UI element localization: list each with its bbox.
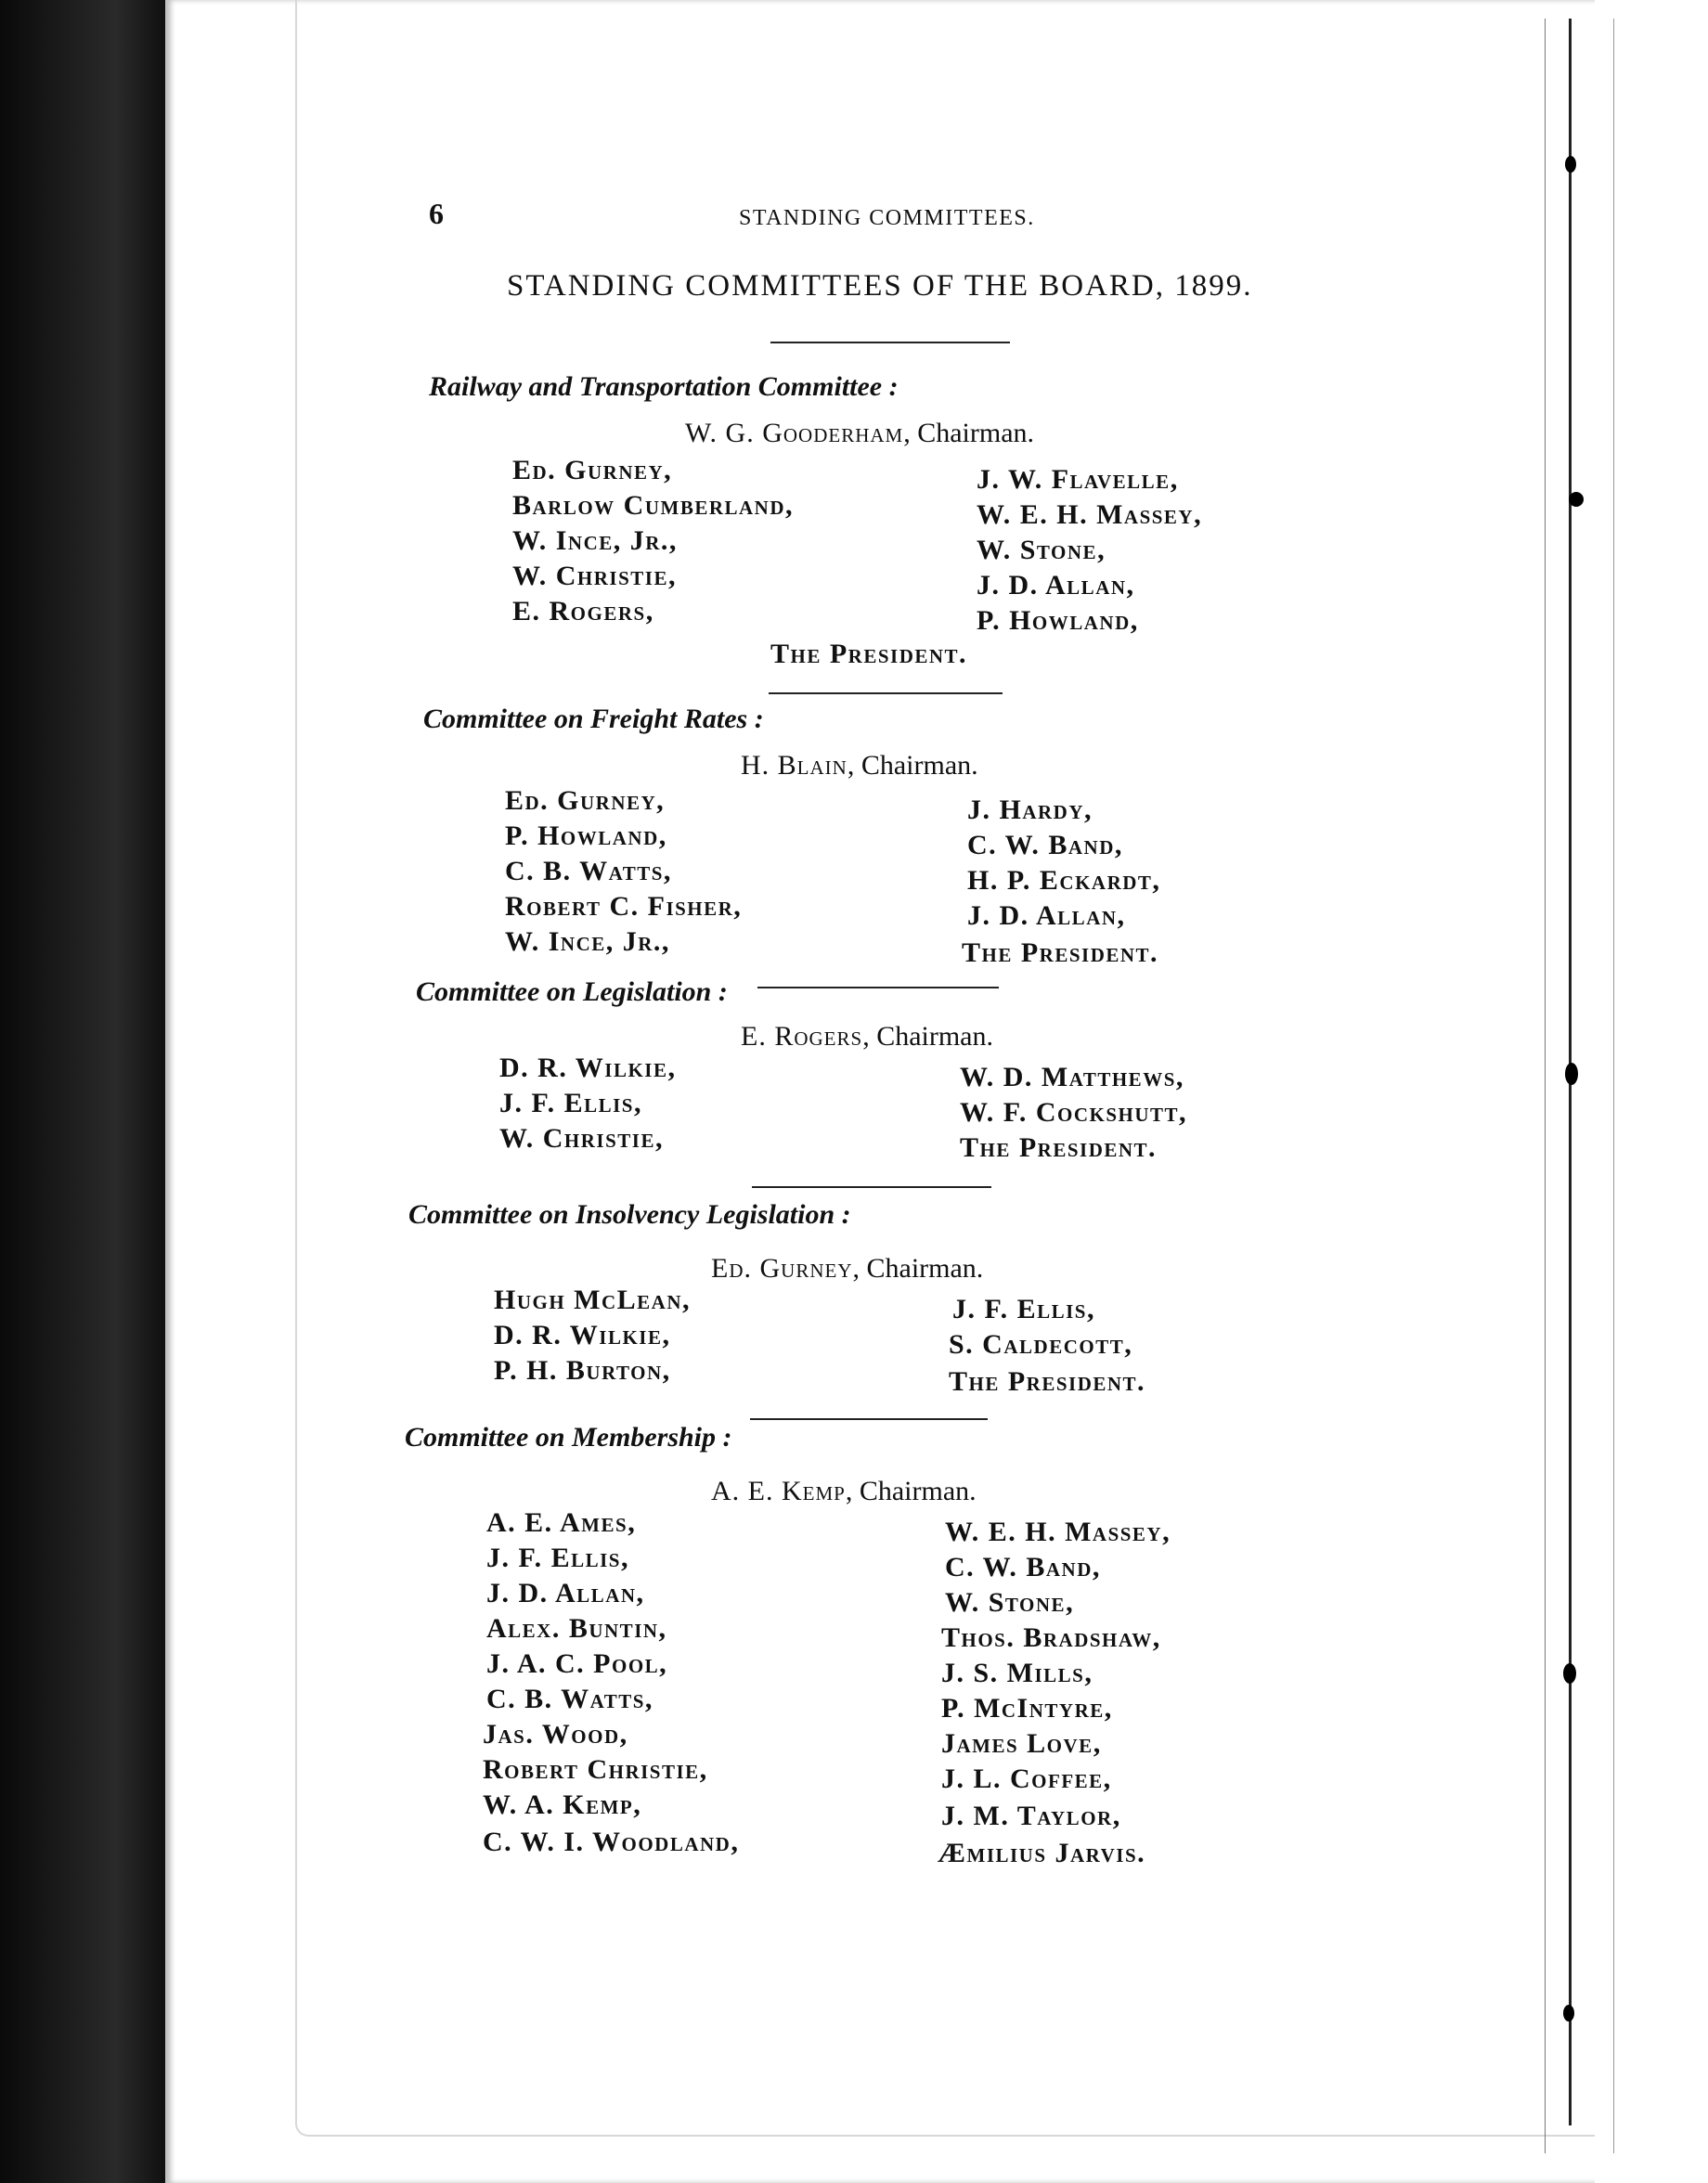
chairman-line: [741, 750, 978, 781]
member-name: Jas. Wood,: [483, 1719, 628, 1750]
chairman-suffix: , Chairman.: [847, 750, 978, 781]
member-name: C. W. I. Woodland,: [483, 1827, 740, 1857]
member-name: W. D. Matthews,: [960, 1062, 1184, 1092]
member-name: W. E. H. Massey,: [945, 1517, 1171, 1547]
document-page: [165, 0, 1595, 2183]
section-rule: [752, 1186, 991, 1188]
member-name: W. F. Cockshutt,: [960, 1097, 1188, 1128]
member-name: J. M. Taylor,: [941, 1801, 1121, 1831]
member-name: W. Christie,: [499, 1123, 664, 1154]
member-name: P. McIntyre,: [941, 1693, 1113, 1724]
scan-mark: [1565, 156, 1576, 173]
member-name-president: The President.: [770, 639, 968, 669]
chairman-line: [685, 418, 1034, 449]
scan-mark: [1565, 1063, 1578, 1085]
scan-mark: [1563, 1663, 1576, 1684]
member-name: Alex. Buntin,: [486, 1613, 667, 1644]
chairman-name: H. Blain: [741, 750, 848, 781]
chairman-suffix: , Chairman.: [852, 1253, 984, 1284]
scan-left-margin: [0, 0, 165, 2183]
member-name: H. P. Eckardt,: [967, 865, 1161, 896]
chairman-suffix: , Chairman.: [862, 1021, 993, 1052]
member-name: J. A. C. Pool,: [486, 1648, 668, 1679]
member-name: Ed. Gurney,: [512, 455, 673, 485]
chairman-name: W. G. Gooderham: [685, 418, 904, 448]
page-fold-line: [1545, 19, 1546, 2153]
member-name: Robert Christie,: [483, 1754, 708, 1785]
member-name: C. W. Band,: [945, 1552, 1101, 1582]
member-name: Thos. Bradshaw,: [941, 1622, 1161, 1653]
section-rule: [757, 987, 999, 988]
section-rule: [769, 692, 1003, 694]
member-name: A. E. Ames,: [486, 1507, 637, 1538]
chairman-name: E. Rogers: [741, 1021, 863, 1052]
chairman-name: A. E. Kemp: [711, 1476, 846, 1506]
member-name: C. B. Watts,: [505, 856, 672, 886]
member-name: P. Howland,: [977, 605, 1139, 636]
member-name: S. Caldecott,: [949, 1329, 1133, 1360]
member-name: J. F. Ellis,: [486, 1543, 629, 1573]
member-name: W. A. Kemp,: [483, 1789, 642, 1820]
member-name: P. H. Burton,: [494, 1355, 671, 1386]
member-name: J. S. Mills,: [941, 1658, 1093, 1688]
scan-mark: [1569, 492, 1584, 507]
committee-title-membership: Committee on Membership :: [405, 1422, 732, 1453]
page-fold-line-outer: [1613, 19, 1614, 2153]
running-head: STANDING COMMITTEES.: [739, 206, 1035, 230]
page-title: STANDING COMMITTEES OF THE BOARD, 1899.: [507, 269, 1253, 303]
member-name: W. Stone,: [945, 1587, 1075, 1618]
committee-title-railway: Railway and Transportation Committee :: [429, 371, 899, 402]
member-name: J. D. Allan,: [977, 570, 1135, 601]
section-rule: [750, 1418, 988, 1420]
chairman-line: [741, 1021, 993, 1053]
member-name: J. F. Ellis,: [499, 1088, 642, 1118]
page-number: 6: [429, 197, 444, 230]
member-name: Æmilius Jarvis.: [938, 1838, 1146, 1868]
member-name: Ed. Gurney,: [505, 785, 666, 816]
member-name: W. Stone,: [977, 535, 1106, 565]
member-name: The President.: [949, 1366, 1146, 1397]
member-name: J. Hardy,: [967, 794, 1093, 825]
member-name: Hugh McLean,: [494, 1285, 691, 1315]
member-name: D. R. Wilkie,: [494, 1320, 671, 1350]
member-name: W. E. H. Massey,: [977, 499, 1203, 530]
chairman-line: [711, 1253, 983, 1285]
chairman-suffix: , Chairman.: [903, 418, 1035, 448]
title-rule: [770, 342, 1010, 343]
member-name: J. F. Ellis,: [952, 1294, 1095, 1324]
member-name: W. Ince, Jr.,: [512, 525, 678, 556]
member-name: C. B. Watts,: [486, 1684, 653, 1714]
scan-right-margin: [1595, 0, 1708, 2183]
member-name: E. Rogers,: [512, 596, 654, 626]
committee-title-insolvency: Committee on Insolvency Legislation :: [408, 1199, 851, 1230]
committee-title-freight: Committee on Freight Rates :: [423, 704, 764, 734]
member-name: W. Christie,: [512, 561, 677, 591]
member-name: J. D. Allan,: [486, 1578, 645, 1608]
committee-title-legislation: Committee on Legislation :: [416, 976, 728, 1007]
member-name: C. W. Band,: [967, 830, 1123, 860]
member-name: W. Ince, Jr.,: [505, 926, 670, 957]
member-name: Barlow Cumberland,: [512, 490, 795, 521]
chairman-line: [711, 1476, 977, 1507]
member-name: James Love,: [941, 1728, 1102, 1759]
member-name: The President.: [962, 937, 1159, 968]
member-name: Robert C. Fisher,: [505, 891, 743, 922]
member-name: D. R. Wilkie,: [499, 1053, 677, 1083]
chairman-name: Ed. Gurney: [711, 1253, 853, 1284]
scan-mark: [1563, 2005, 1574, 2022]
member-name: J. W. Flavelle,: [977, 464, 1179, 495]
member-name: J. D. Allan,: [967, 900, 1126, 931]
member-name: J. L. Coffee,: [941, 1763, 1112, 1794]
member-name: P. Howland,: [505, 820, 667, 851]
chairman-suffix: , Chairman.: [845, 1476, 977, 1506]
member-name: The President.: [960, 1132, 1158, 1163]
